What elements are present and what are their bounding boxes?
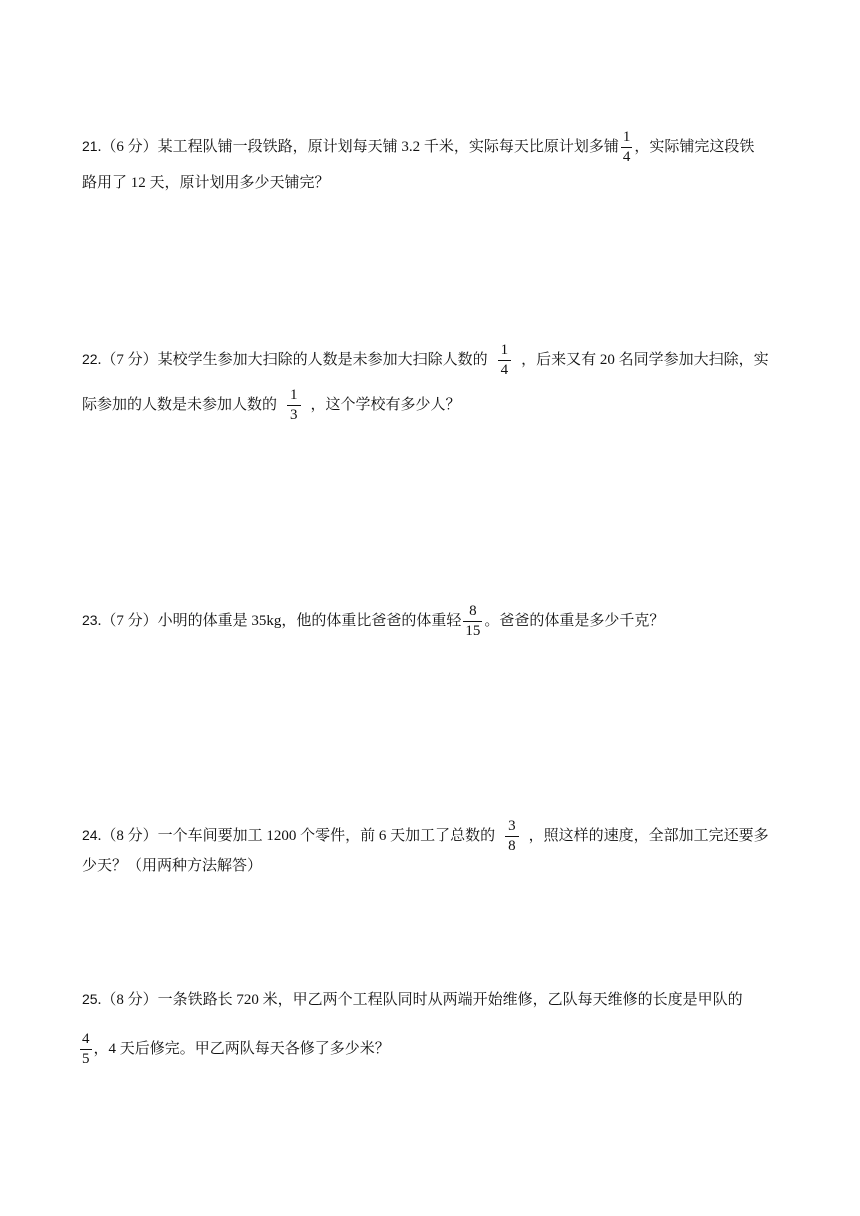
question-text: ，实际铺完这段铁 <box>634 138 755 155</box>
question-25-line-2 <box>80 1030 390 1069</box>
fraction-denominator: 8 <box>508 838 516 854</box>
question-25-line-1: 25.（8 分）一条铁路长 720 米，甲乙两个工程队同时从两端开始维修，乙队每天维修的长度是甲队的 <box>82 991 743 1008</box>
question-text: 小明的体重是 35kg，他的体重比爸爸的体重轻 <box>157 612 462 629</box>
fraction-denominator: 15 <box>465 623 481 639</box>
fraction-numerator: 4 <box>80 1030 92 1050</box>
question-text: ，这个学校有多少人？ <box>310 396 461 413</box>
fraction-denominator: 3 <box>290 407 298 423</box>
fraction-denominator: 4 <box>622 149 631 165</box>
fraction <box>621 128 633 167</box>
question-number: 24 <box>82 826 98 843</box>
question-points: （6 分） <box>101 138 158 155</box>
fraction <box>287 386 301 425</box>
question-text: 某工程队铺一段铁路，原计划每天铺 3.2 千米，实际每天比原计划多铺 <box>157 138 619 155</box>
question-number: 23 <box>82 611 98 628</box>
question-number: 22 <box>82 350 98 367</box>
question-23-line-1: 23.（7 分）小明的体重是 35kg，他的体重比爸爸的体重轻 $\frac{8}{15}$ 。爸爸的体重是多少千克？ <box>82 603 665 639</box>
question-points: （7 分） <box>101 351 158 368</box>
question-24-line-2 <box>82 856 262 876</box>
question-text: 一条铁路长 720 米，甲乙两个工程队同时从两端开始维修，乙队每天维修的长度是甲队的 <box>157 992 743 1008</box>
question-text: ，后来又有 20 名同学参加大扫除，实 <box>521 351 769 368</box>
fraction-denominator: 5 <box>82 1051 90 1067</box>
question-22-line-2 <box>82 386 461 425</box>
question-number: 21 <box>82 137 98 154</box>
question-text: ，照这样的速度，全部加工完还要多 <box>528 827 769 844</box>
fraction-numerator: 3 <box>505 817 519 837</box>
question-points: （8 分） <box>101 827 158 844</box>
fraction <box>463 602 482 641</box>
fraction <box>505 817 519 856</box>
fraction-numerator: 1 <box>498 341 512 361</box>
question-text: 路用了 12 天，原计划用多少天铺完？ <box>82 175 330 191</box>
fraction-numerator: 1 <box>621 128 633 148</box>
question-21-line-2 <box>82 173 330 193</box>
question-points: （8 分） <box>101 992 158 1008</box>
question-22-line-1: 22.（7 分）某校学生参加大扫除的人数是未参加大扫除人数的 $\frac{1}{4}$ ，后来又有 20 名同学参加大扫除，实 <box>82 342 769 378</box>
question-text: 。爸爸的体重是多少千克？ <box>484 612 665 629</box>
question-text: 某校学生参加大扫除的人数是未参加大扫除人数的 <box>157 351 488 368</box>
question-text: 一个车间要加工 1200 个零件，前 6 天加工了总数的 <box>157 827 496 844</box>
question-text: 际参加的人数是未参加人数的 <box>82 396 278 413</box>
question-24-line-1: 24.（8 分）一个车间要加工 1200 个零件，前 6 天加工了总数的 $\frac{3}{8}$ ，照这样的速度，全部加工完还要多 <box>82 818 769 854</box>
question-number: 25 <box>82 991 98 1007</box>
question-text: ，4 天后修完。甲乙两队每天各修了多少米？ <box>93 1040 390 1057</box>
fraction <box>498 341 512 380</box>
fraction-numerator: 8 <box>463 602 482 622</box>
fraction-numerator: 1 <box>287 386 301 406</box>
question-points: （7 分） <box>101 612 158 629</box>
fraction-denominator: 4 <box>500 362 509 378</box>
fraction <box>80 1030 92 1069</box>
question-text: 少天？（用两种方法解答） <box>82 858 263 874</box>
question-21-line-1: 21.（6 分）某工程队铺一段铁路，原计划每天铺 3.2 千米，实际每天比原计划多铺 $\frac{1}{4}$ ，实际铺完这段铁 <box>82 129 755 165</box>
